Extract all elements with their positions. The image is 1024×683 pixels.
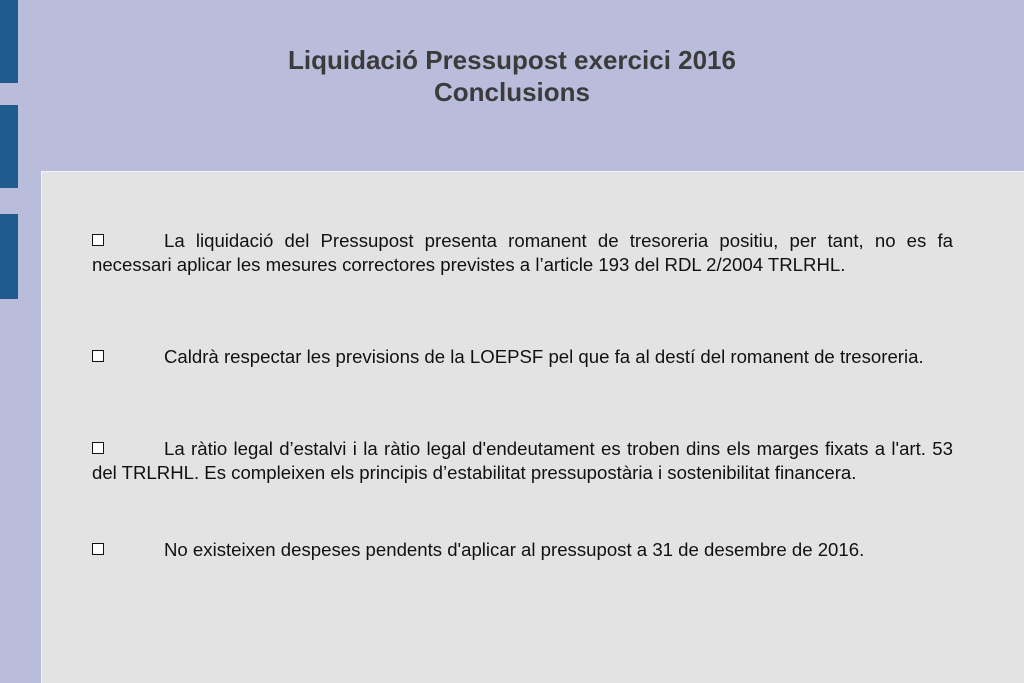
bullet-item: [92, 345, 953, 369]
bullet-text: Caldrà respectar les previsions de la LOEPSF pel que fa al destí del romanent de tresoreria.: [164, 346, 924, 367]
slide-title-line-2: Conclusions: [433, 77, 590, 107]
bullet-item: [92, 229, 953, 277]
side-accent-bar-bottom: [0, 214, 18, 299]
bullet-item: [92, 538, 953, 562]
bullet-text: La ràtio legal d’estalvi i la ràtio legal d'endeutament es troben dins els marges fixats a l'art. 53 del TRLRHL. Es compleixen els principis d’estabilitat pressupostària i sostenibilitat financera.: [92, 438, 953, 483]
square-bullet-icon: [92, 234, 106, 248]
square-bullet-icon: [92, 350, 106, 364]
slide-title: [40, 44, 984, 108]
bullet-text: No existeixen despeses pendents d'aplicar al pressupost a 31 de desembre de 2016.: [164, 539, 865, 560]
content-panel: [41, 171, 1024, 683]
square-bullet-icon: [92, 442, 106, 456]
side-accent-bar-middle: [0, 105, 18, 188]
side-accent-bar-top: [0, 0, 18, 83]
bullet-text: La liquidació del Pressupost presenta romanent de tresoreria positiu, per tant, no es fa necessari aplicar les mesures correctores previstes a l’article 193 del RDL 2/2004 TRLRHL.: [92, 230, 953, 275]
bullet-item: [92, 437, 953, 485]
slide-title-line-1: Liquidació Pressupost exercici 2016: [288, 45, 736, 75]
square-bullet-icon: [92, 543, 106, 557]
